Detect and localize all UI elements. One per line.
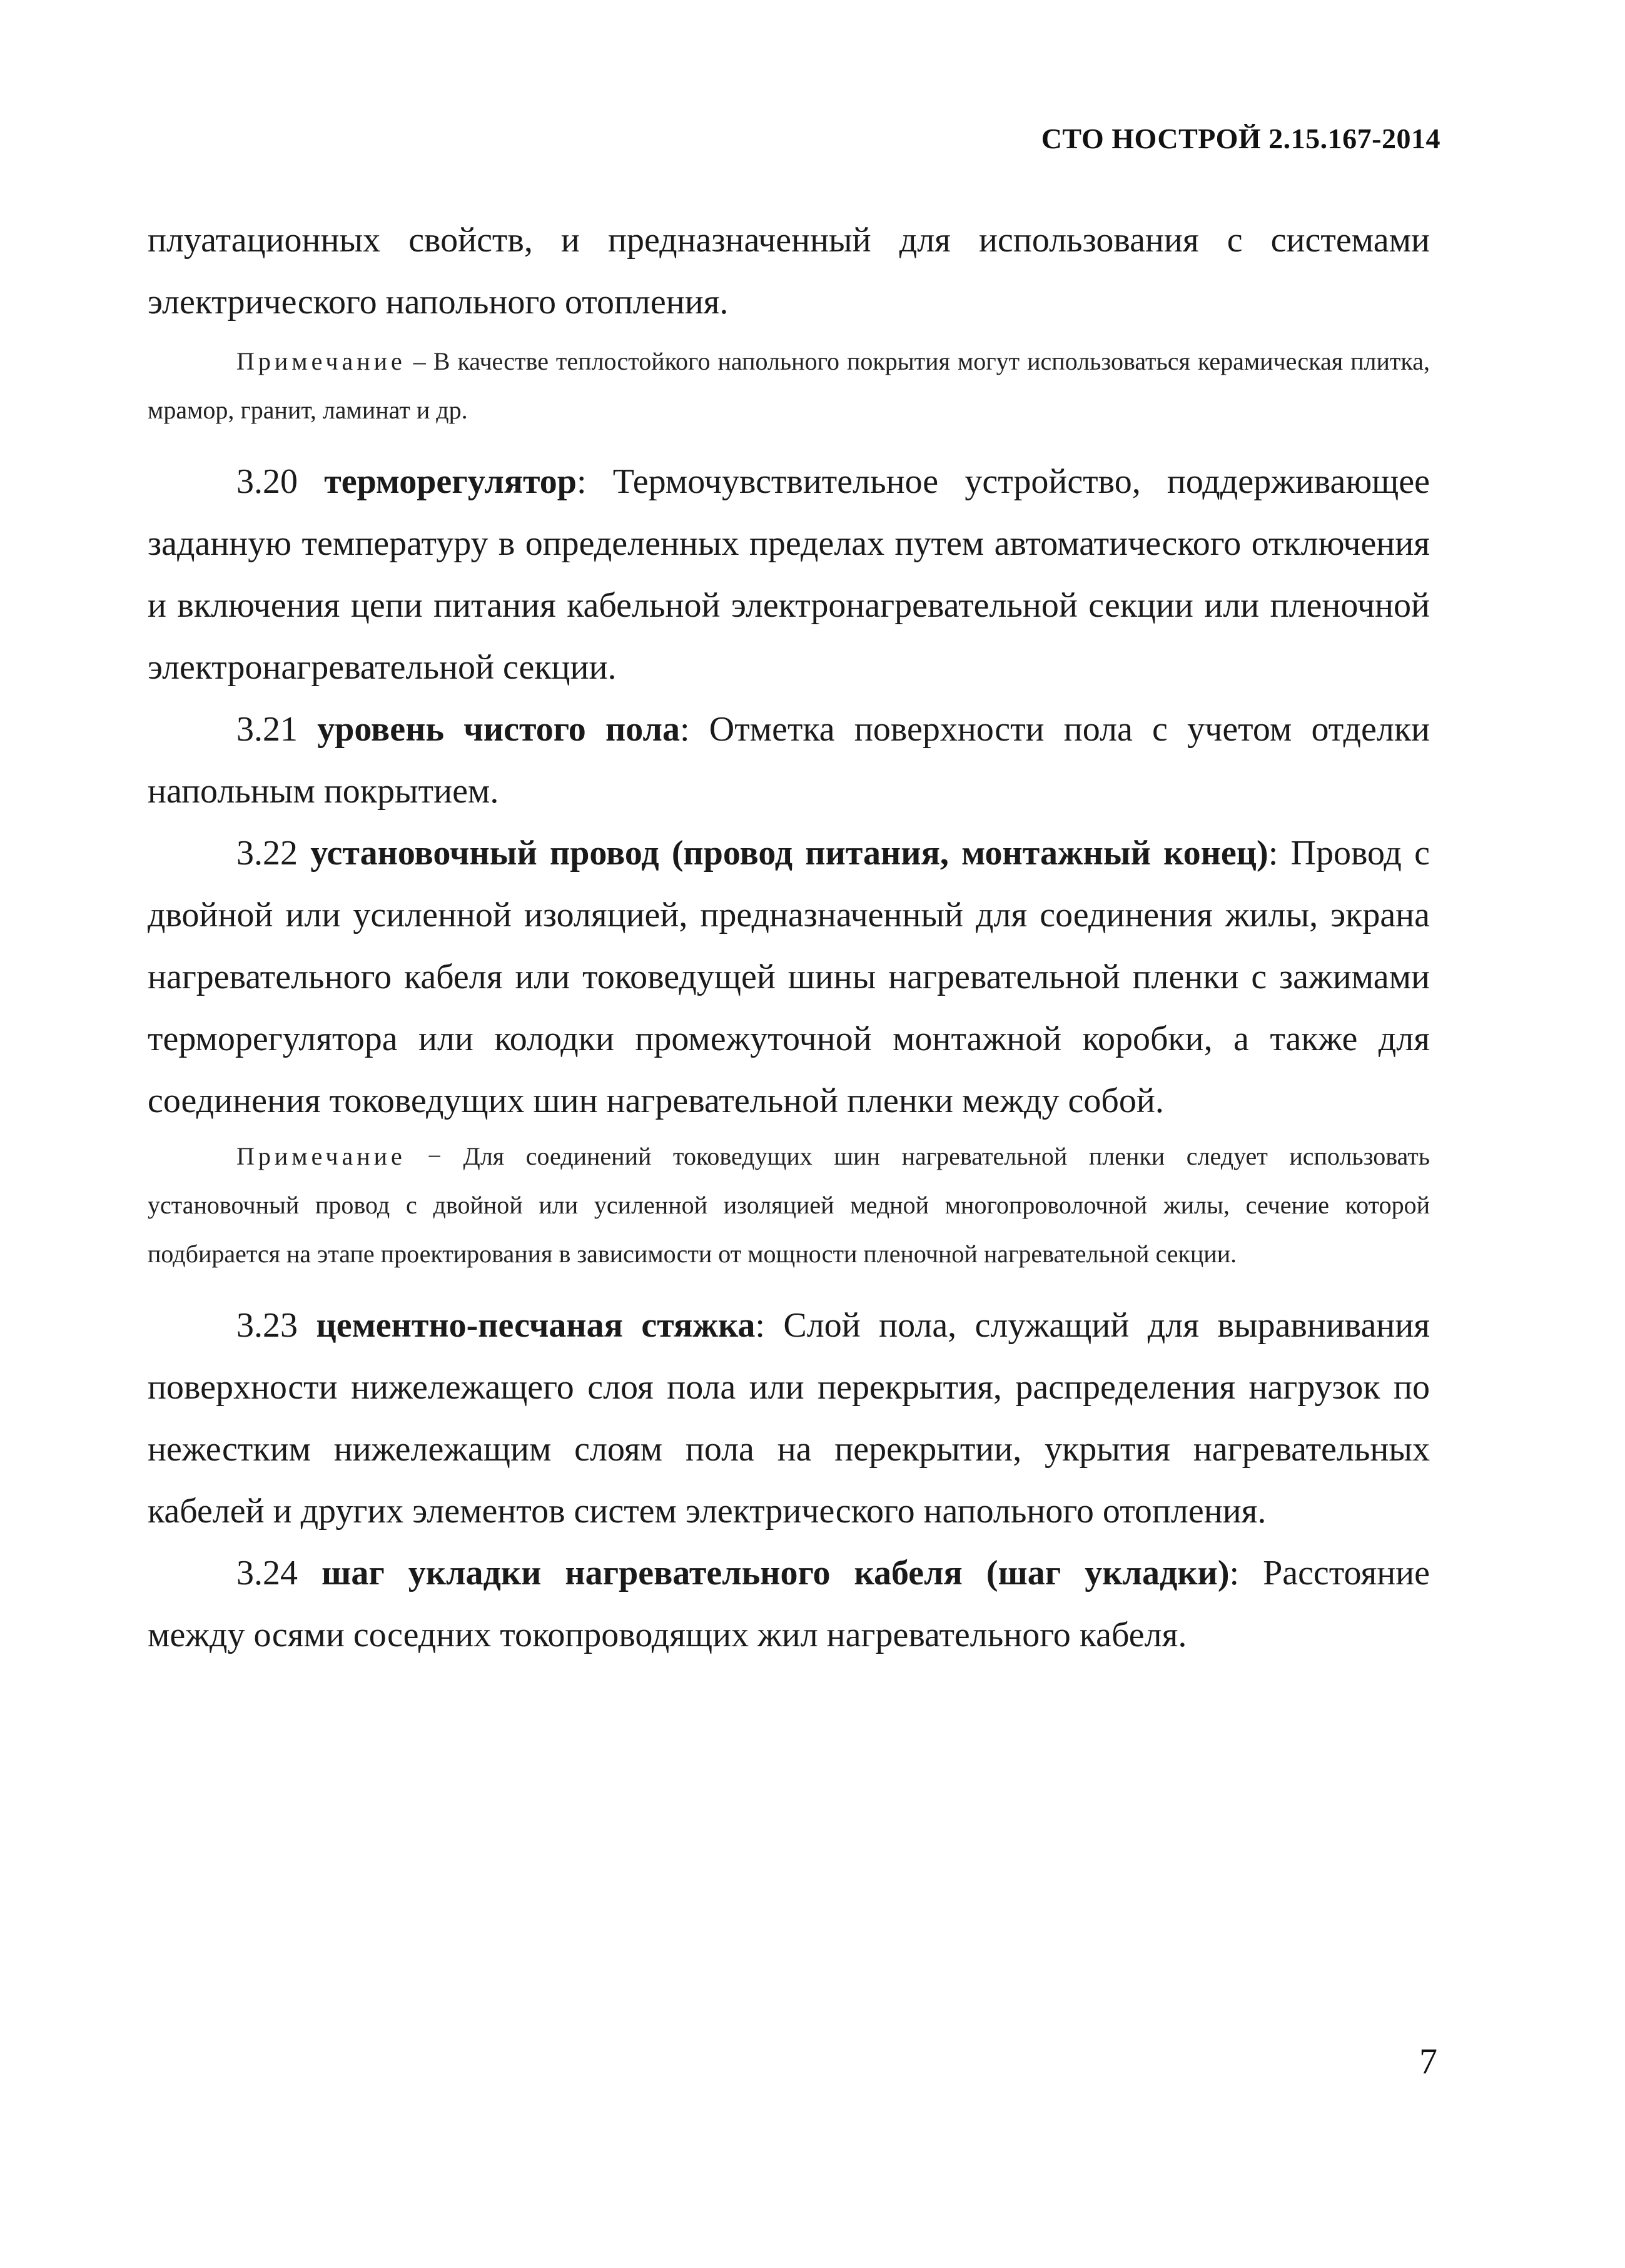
page-number: 7 xyxy=(1419,2041,1437,2082)
continuation-paragraph: плуатационных свойств, и предназначенный для использования с системами электрического напольного отопления. xyxy=(148,221,1430,321)
page-body xyxy=(148,210,1430,1666)
definition-term: установочный провод (провод питания, монтажный конец) xyxy=(310,834,1268,873)
definition-3-24 xyxy=(148,1542,1430,1666)
note-1 xyxy=(148,337,1430,435)
document-code-header: СТО НОСТРОЙ 2.15.167-2014 xyxy=(1041,123,1440,154)
definition-text: : Расстояние между осями соседних токопроводящих жил нагревательного кабеля. xyxy=(148,1554,1430,1654)
definition-3-22 xyxy=(148,823,1430,1132)
definition-3-23 xyxy=(148,1295,1430,1542)
definition-number: 3.24 xyxy=(236,1554,322,1592)
definition-number: 3.20 xyxy=(236,462,325,501)
definition-number: 3.22 xyxy=(236,834,311,873)
definition-3-20 xyxy=(148,451,1430,699)
note-2 xyxy=(148,1132,1430,1278)
definition-text: : Слой пола, служащий для выравнивания поверхности нижележащего слоя пола или перекрытия, распределения нагрузок по нежестким нижележащим слоям пола на перекрытии, укрытия нагревательных кабелей и других элементов систем электрического напольного отопления. xyxy=(148,1306,1430,1531)
definition-3-21 xyxy=(148,699,1430,823)
definition-term: шаг укладки нагревательного кабеля (шаг укладки) xyxy=(321,1554,1230,1592)
definition-term: цементно-песчаная стяжка xyxy=(316,1306,756,1345)
definition-term: уровень чистого пола xyxy=(317,710,680,749)
note-1-text: – В качестве теплостойкого напольного покрытия могут использоваться керамическая плитка, мрамор, гранит, ламинат и др. xyxy=(148,347,1430,424)
definition-text: : Термочувствительное устройство, поддерживающее заданную температуру в определенных пределах путем автоматического отключения и включения цепи питания кабельной электронагревательной секции или пленочной электронагревательной секции. xyxy=(148,462,1430,687)
note-2-label: Примечание xyxy=(236,1142,406,1170)
definition-term: терморегулятор xyxy=(324,462,577,501)
definition-text: : Провод с двойной или усиленной изоляцией, предназначенный для соединения жилы, экрана нагревательного кабеля или токоведущей шины нагревательной пленки с зажимами терморегулятора или колодки промежуточной монтажной коробки, а также для соединения токоведущих шин нагревательной пленки между собой. xyxy=(148,834,1430,1120)
definition-text: : Отметка поверхности пола с учетом отделки напольным покрытием. xyxy=(148,710,1430,811)
definition-number: 3.23 xyxy=(236,1306,316,1345)
note-2-text: − Для соединений токоведущих шин нагревательной пленки следует использовать установочный провод с двойной или усиленной изоляцией медной многопроволочной жилы, сечение которой подбирается на этапе проектирования в зависимости от мощности пленочной нагревательной секции. xyxy=(148,1142,1430,1268)
note-1-label: Примечание xyxy=(236,347,406,375)
definition-number: 3.21 xyxy=(236,710,318,749)
